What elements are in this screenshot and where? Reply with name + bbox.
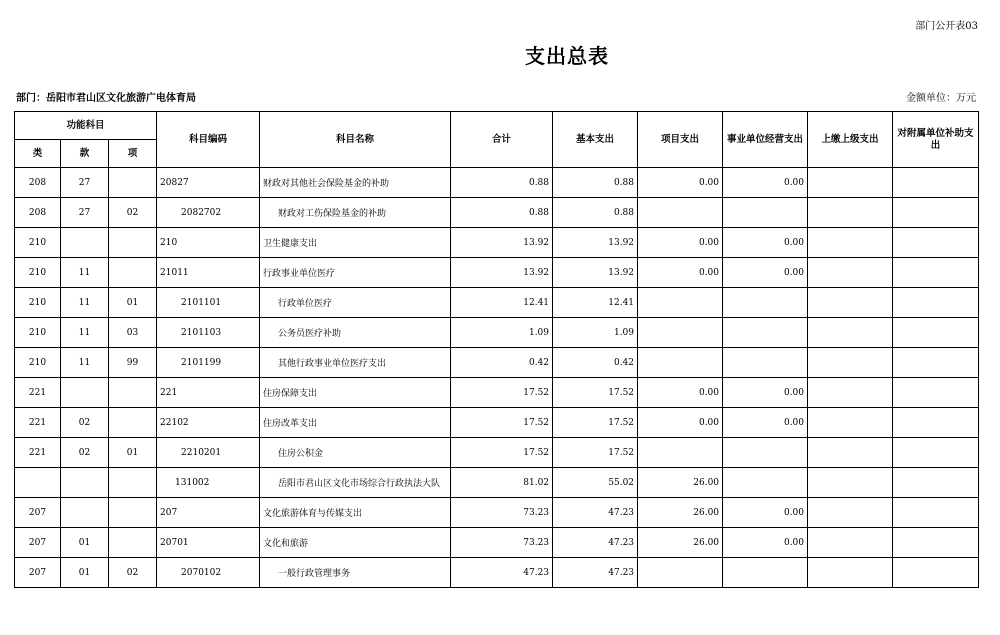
- cell-xiang: [109, 258, 157, 288]
- cell-xiang: 01: [109, 438, 157, 468]
- cell-total: 0.42: [451, 348, 553, 378]
- table-row: [15, 438, 979, 468]
- table-row: [15, 498, 979, 528]
- table-row: [15, 318, 979, 348]
- header-subsidy: 对附属单位补助支出: [893, 112, 979, 168]
- cell-total: 1.09: [451, 318, 553, 348]
- cell-lei: 208: [15, 198, 61, 228]
- cell-name: 卫生健康支出: [260, 228, 451, 258]
- cell-kuan: 02: [61, 438, 109, 468]
- cell-business: [723, 468, 808, 498]
- amount-unit-label: 金额单位：万元: [906, 93, 976, 104]
- cell-code: 21011: [157, 258, 260, 288]
- cell-subsidy: [893, 558, 979, 588]
- cell-upper: [808, 288, 893, 318]
- cell-name: 文化旅游体育与传媒支出: [260, 498, 451, 528]
- cell-project: 0.00: [638, 228, 723, 258]
- header-kuan: 款: [61, 140, 109, 168]
- cell-basic: 47.23: [553, 558, 638, 588]
- cell-kuan: 01: [61, 528, 109, 558]
- cell-name: 一般行政管理事务: [260, 558, 451, 588]
- cell-total: 17.52: [451, 378, 553, 408]
- header-project: 项目支出: [638, 112, 723, 168]
- cell-code: 207: [157, 498, 260, 528]
- cell-total: 73.23: [451, 528, 553, 558]
- cell-lei: 210: [15, 288, 61, 318]
- cell-total: 0.88: [451, 168, 553, 198]
- cell-kuan: 11: [61, 288, 109, 318]
- cell-xiang: 03: [109, 318, 157, 348]
- cell-subsidy: [893, 348, 979, 378]
- cell-subsidy: [893, 228, 979, 258]
- cell-subsidy: [893, 498, 979, 528]
- cell-project: [638, 288, 723, 318]
- cell-lei: 207: [15, 558, 61, 588]
- cell-kuan: [61, 378, 109, 408]
- cell-upper: [808, 498, 893, 528]
- cell-upper: [808, 318, 893, 348]
- cell-name: 住房保障支出: [260, 378, 451, 408]
- cell-code: 2101103: [157, 318, 260, 348]
- cell-subsidy: [893, 468, 979, 498]
- cell-business: 0.00: [723, 228, 808, 258]
- table-row: [15, 528, 979, 558]
- cell-lei: 221: [15, 438, 61, 468]
- cell-lei: 210: [15, 258, 61, 288]
- cell-project: 0.00: [638, 378, 723, 408]
- cell-business: [723, 198, 808, 228]
- cell-code: 221: [157, 378, 260, 408]
- table-row: [15, 408, 979, 438]
- cell-name: 其他行政事业单位医疗支出: [260, 348, 451, 378]
- cell-code: 210: [157, 228, 260, 258]
- cell-subsidy: [893, 528, 979, 558]
- cell-upper: [808, 528, 893, 558]
- cell-business: 0.00: [723, 498, 808, 528]
- cell-lei: 221: [15, 408, 61, 438]
- header-total: 合计: [451, 112, 553, 168]
- cell-kuan: 01: [61, 558, 109, 588]
- cell-xiang: 01: [109, 288, 157, 318]
- cell-basic: 47.23: [553, 528, 638, 558]
- cell-kuan: [61, 498, 109, 528]
- cell-xiang: [109, 378, 157, 408]
- cell-lei: 210: [15, 348, 61, 378]
- cell-total: 17.52: [451, 408, 553, 438]
- cell-kuan: 11: [61, 318, 109, 348]
- cell-business: 0.00: [723, 408, 808, 438]
- cell-upper: [808, 198, 893, 228]
- cell-upper: [808, 438, 893, 468]
- cell-basic: 17.52: [553, 408, 638, 438]
- cell-xiang: [109, 498, 157, 528]
- cell-business: [723, 558, 808, 588]
- cell-lei: 207: [15, 498, 61, 528]
- cell-project: 0.00: [638, 168, 723, 198]
- cell-lei: 210: [15, 228, 61, 258]
- cell-name: 行政单位医疗: [260, 288, 451, 318]
- cell-code: 20701: [157, 528, 260, 558]
- header-func-subject: 功能科目: [15, 112, 157, 140]
- cell-basic: 55.02: [553, 468, 638, 498]
- cell-xiang: [109, 228, 157, 258]
- cell-basic: 13.92: [553, 228, 638, 258]
- cell-basic: 0.42: [553, 348, 638, 378]
- table-row: [15, 558, 979, 588]
- cell-project: [638, 198, 723, 228]
- cell-basic: 1.09: [553, 318, 638, 348]
- cell-basic: 13.92: [553, 258, 638, 288]
- cell-xiang: 02: [109, 558, 157, 588]
- cell-name: 公务员医疗补助: [260, 318, 451, 348]
- header-business: 事业单位经营支出: [723, 112, 808, 168]
- header-basic: 基本支出: [553, 112, 638, 168]
- cell-total: 0.88: [451, 198, 553, 228]
- cell-business: [723, 288, 808, 318]
- cell-lei: [15, 468, 61, 498]
- cell-kuan: [61, 468, 109, 498]
- cell-total: 73.23: [451, 498, 553, 528]
- cell-lei: 210: [15, 318, 61, 348]
- cell-xiang: [109, 408, 157, 438]
- cell-total: 47.23: [451, 558, 553, 588]
- cell-business: [723, 438, 808, 468]
- cell-business: 0.00: [723, 168, 808, 198]
- cell-basic: 17.52: [553, 438, 638, 468]
- cell-name: 财政对其他社会保险基金的补助: [260, 168, 451, 198]
- cell-basic: 47.23: [553, 498, 638, 528]
- cell-subsidy: [893, 168, 979, 198]
- cell-basic: 0.88: [553, 198, 638, 228]
- cell-subsidy: [893, 258, 979, 288]
- cell-project: 26.00: [638, 528, 723, 558]
- cell-code: 20827: [157, 168, 260, 198]
- page-title: 支出总表: [525, 44, 609, 68]
- cell-code: 2101101: [157, 288, 260, 318]
- cell-name: 岳阳市君山区文化市场综合行政执法大队: [260, 468, 451, 498]
- cell-name: 文化和旅游: [260, 528, 451, 558]
- cell-basic: 0.88: [553, 168, 638, 198]
- cell-business: 0.00: [723, 528, 808, 558]
- cell-code: 2082702: [157, 198, 260, 228]
- cell-upper: [808, 348, 893, 378]
- table-row: [15, 168, 979, 198]
- cell-code: 2210201: [157, 438, 260, 468]
- cell-total: 17.52: [451, 438, 553, 468]
- form-number: 部门公开表03: [915, 21, 978, 32]
- cell-upper: [808, 378, 893, 408]
- cell-code: 2101199: [157, 348, 260, 378]
- cell-xiang: [109, 528, 157, 558]
- cell-subsidy: [893, 318, 979, 348]
- cell-xiang: 99: [109, 348, 157, 378]
- cell-project: 0.00: [638, 408, 723, 438]
- expenditure-table: [14, 111, 979, 588]
- cell-basic: 12.41: [553, 288, 638, 318]
- cell-xiang: [109, 468, 157, 498]
- cell-name: 住房公积金: [260, 438, 451, 468]
- header-code: 科目编码: [157, 112, 260, 168]
- cell-kuan: 27: [61, 198, 109, 228]
- cell-kuan: 11: [61, 348, 109, 378]
- cell-kuan: 11: [61, 258, 109, 288]
- cell-project: 26.00: [638, 468, 723, 498]
- cell-business: 0.00: [723, 378, 808, 408]
- cell-total: 13.92: [451, 258, 553, 288]
- cell-code: 131002: [157, 468, 260, 498]
- cell-project: [638, 318, 723, 348]
- cell-kuan: [61, 228, 109, 258]
- table-row: [15, 198, 979, 228]
- cell-lei: 208: [15, 168, 61, 198]
- cell-kuan: 02: [61, 408, 109, 438]
- cell-name: 住房改革支出: [260, 408, 451, 438]
- table-row: [15, 348, 979, 378]
- cell-lei: 221: [15, 378, 61, 408]
- cell-basic: 17.52: [553, 378, 638, 408]
- table-row: [15, 468, 979, 498]
- cell-business: 0.00: [723, 258, 808, 288]
- header-name: 科目名称: [260, 112, 451, 168]
- cell-total: 13.92: [451, 228, 553, 258]
- table-row: [15, 378, 979, 408]
- cell-subsidy: [893, 438, 979, 468]
- department-label: 部门：岳阳市君山区文化旅游广电体育局: [16, 93, 196, 104]
- table-row: [15, 228, 979, 258]
- cell-project: 26.00: [638, 498, 723, 528]
- cell-kuan: 27: [61, 168, 109, 198]
- cell-upper: [808, 468, 893, 498]
- cell-business: [723, 318, 808, 348]
- cell-total: 12.41: [451, 288, 553, 318]
- cell-business: [723, 348, 808, 378]
- cell-code: 2070102: [157, 558, 260, 588]
- cell-code: 22102: [157, 408, 260, 438]
- cell-project: [638, 438, 723, 468]
- cell-name: 财政对工伤保险基金的补助: [260, 198, 451, 228]
- cell-total: 81.02: [451, 468, 553, 498]
- cell-project: [638, 348, 723, 378]
- cell-project: 0.00: [638, 258, 723, 288]
- table-body: [15, 168, 979, 588]
- cell-project: [638, 558, 723, 588]
- cell-lei: 207: [15, 528, 61, 558]
- header-xiang: 项: [109, 140, 157, 168]
- cell-upper: [808, 408, 893, 438]
- cell-xiang: 02: [109, 198, 157, 228]
- cell-upper: [808, 558, 893, 588]
- table-row: [15, 288, 979, 318]
- cell-upper: [808, 228, 893, 258]
- table-row: [15, 258, 979, 288]
- cell-upper: [808, 168, 893, 198]
- cell-subsidy: [893, 288, 979, 318]
- cell-name: 行政事业单位医疗: [260, 258, 451, 288]
- cell-subsidy: [893, 198, 979, 228]
- header-upper: 上缴上级支出: [808, 112, 893, 168]
- cell-xiang: [109, 168, 157, 198]
- cell-subsidy: [893, 408, 979, 438]
- cell-subsidy: [893, 378, 979, 408]
- header-lei: 类: [15, 140, 61, 168]
- cell-upper: [808, 258, 893, 288]
